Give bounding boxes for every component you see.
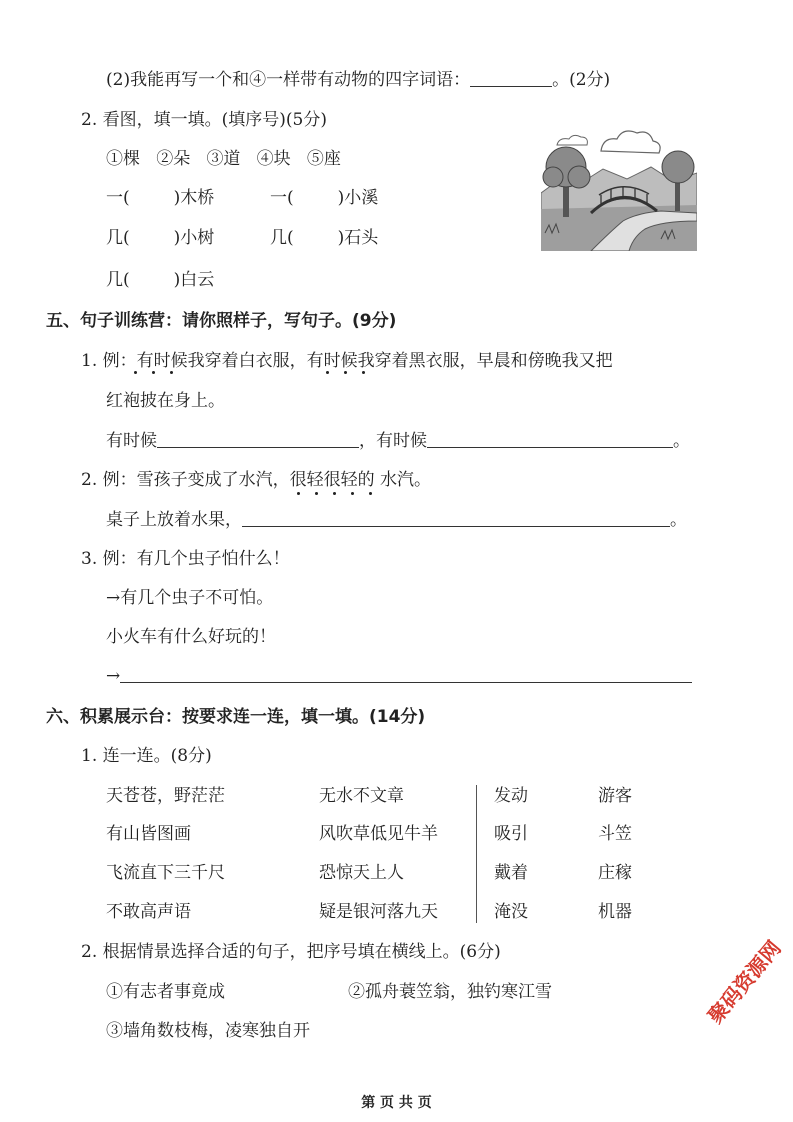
s6-q2-option-3: ③墙角数枝梅，凌寒独自开 — [106, 1021, 310, 1041]
s5-q1-answer-line: 有时候 ，有时候 。 — [106, 431, 690, 451]
section-6-title: 六、积累展示台：按要求连一连，填一填。(14分) — [46, 707, 426, 727]
column-divider — [476, 785, 477, 923]
match-left-b-1[interactable]: 无水不文章 — [319, 786, 404, 806]
s5-q3-answer-line: → — [106, 664, 692, 688]
match-left-b-4[interactable]: 疑是银河落九天 — [319, 902, 438, 922]
s5-q2-answer-line: 桌子上放着水果， 。 — [106, 510, 687, 530]
match-right-b-2[interactable]: 斗笠 — [598, 824, 632, 844]
section-5-title: 五、句子训练营：请你照样子，写句子。(9分) — [46, 311, 397, 331]
match-left-a-4[interactable]: 不敢高声语 — [106, 902, 191, 922]
match-left-b-2[interactable]: 风吹草低见牛羊 — [319, 824, 438, 844]
q4-sub2: (2)我能再写一个和④一样带有动物的四字词语： 。(2分) — [106, 70, 611, 90]
match-left-a-1[interactable]: 天苍苍，野茫茫 — [106, 786, 225, 806]
match-left-b-3[interactable]: 恐惊天上人 — [319, 863, 404, 883]
answer-blank[interactable] — [242, 510, 670, 527]
answer-blank[interactable] — [120, 666, 692, 683]
s5-q1-example-a: 1. 例：有时候我穿着白衣服，有时候我穿着黑衣服，早晨和傍晚我又把 — [81, 349, 613, 373]
fill-row-1b[interactable]: 一( )小溪 — [270, 188, 379, 208]
s5-q2-example: 2. 例：雪孩子变成了水汽，很轻很轻的 水汽。 — [81, 468, 431, 492]
s5-q3-answer: →有几个虫子不可怕。 — [106, 588, 274, 608]
match-right-b-4[interactable]: 机器 — [598, 902, 632, 922]
match-right-b-1[interactable]: 游客 — [598, 786, 632, 806]
page-footer: 第 页 共 页 — [361, 1095, 432, 1111]
match-right-a-3[interactable]: 戴着 — [494, 863, 528, 883]
fill-row-1a[interactable]: 一( )木桥 — [106, 188, 215, 208]
measure-word-options: ①棵 ②朵 ③道 ④块 ⑤座 — [106, 149, 341, 169]
q4-2-title: 2. 看图，填一填。(填序号)(5分) — [81, 110, 327, 130]
fill-row-2b[interactable]: 几( )石头 — [270, 228, 379, 248]
fill-row-2a[interactable]: 几( )小树 — [106, 228, 215, 248]
landscape-illustration — [541, 121, 697, 251]
watermark: 聚码资源网 — [703, 935, 786, 1028]
answer-blank[interactable] — [157, 431, 359, 448]
answer-blank[interactable] — [470, 70, 552, 87]
match-right-a-2[interactable]: 吸引 — [494, 824, 528, 844]
match-right-a-4[interactable]: 淹没 — [494, 902, 528, 922]
s5-q3-prompt: 小火车有什么好玩的！ — [106, 627, 276, 647]
s5-q3-example: 3. 例：有几个虫子怕什么！ — [81, 549, 290, 569]
s6-q1-title: 1. 连一连。(8分) — [81, 746, 212, 766]
match-left-a-3[interactable]: 飞流直下三千尺 — [106, 863, 225, 883]
match-right-a-1[interactable]: 发动 — [494, 786, 528, 806]
match-right-b-3[interactable]: 庄稼 — [598, 863, 632, 883]
fill-row-3a[interactable]: 几( )白云 — [106, 270, 215, 290]
s5-q1-example-b: 红袍披在身上。 — [106, 391, 225, 411]
match-left-a-2[interactable]: 有山皆图画 — [106, 824, 191, 844]
s6-q2-title: 2. 根据情景选择合适的句子，把序号填在横线上。(6分) — [81, 942, 501, 962]
s6-q2-option-1: ①有志者事竟成 — [106, 982, 225, 1002]
answer-blank[interactable] — [427, 431, 673, 448]
s6-q2-option-2: ②孤舟蓑笠翁，独钓寒江雪 — [348, 982, 552, 1002]
